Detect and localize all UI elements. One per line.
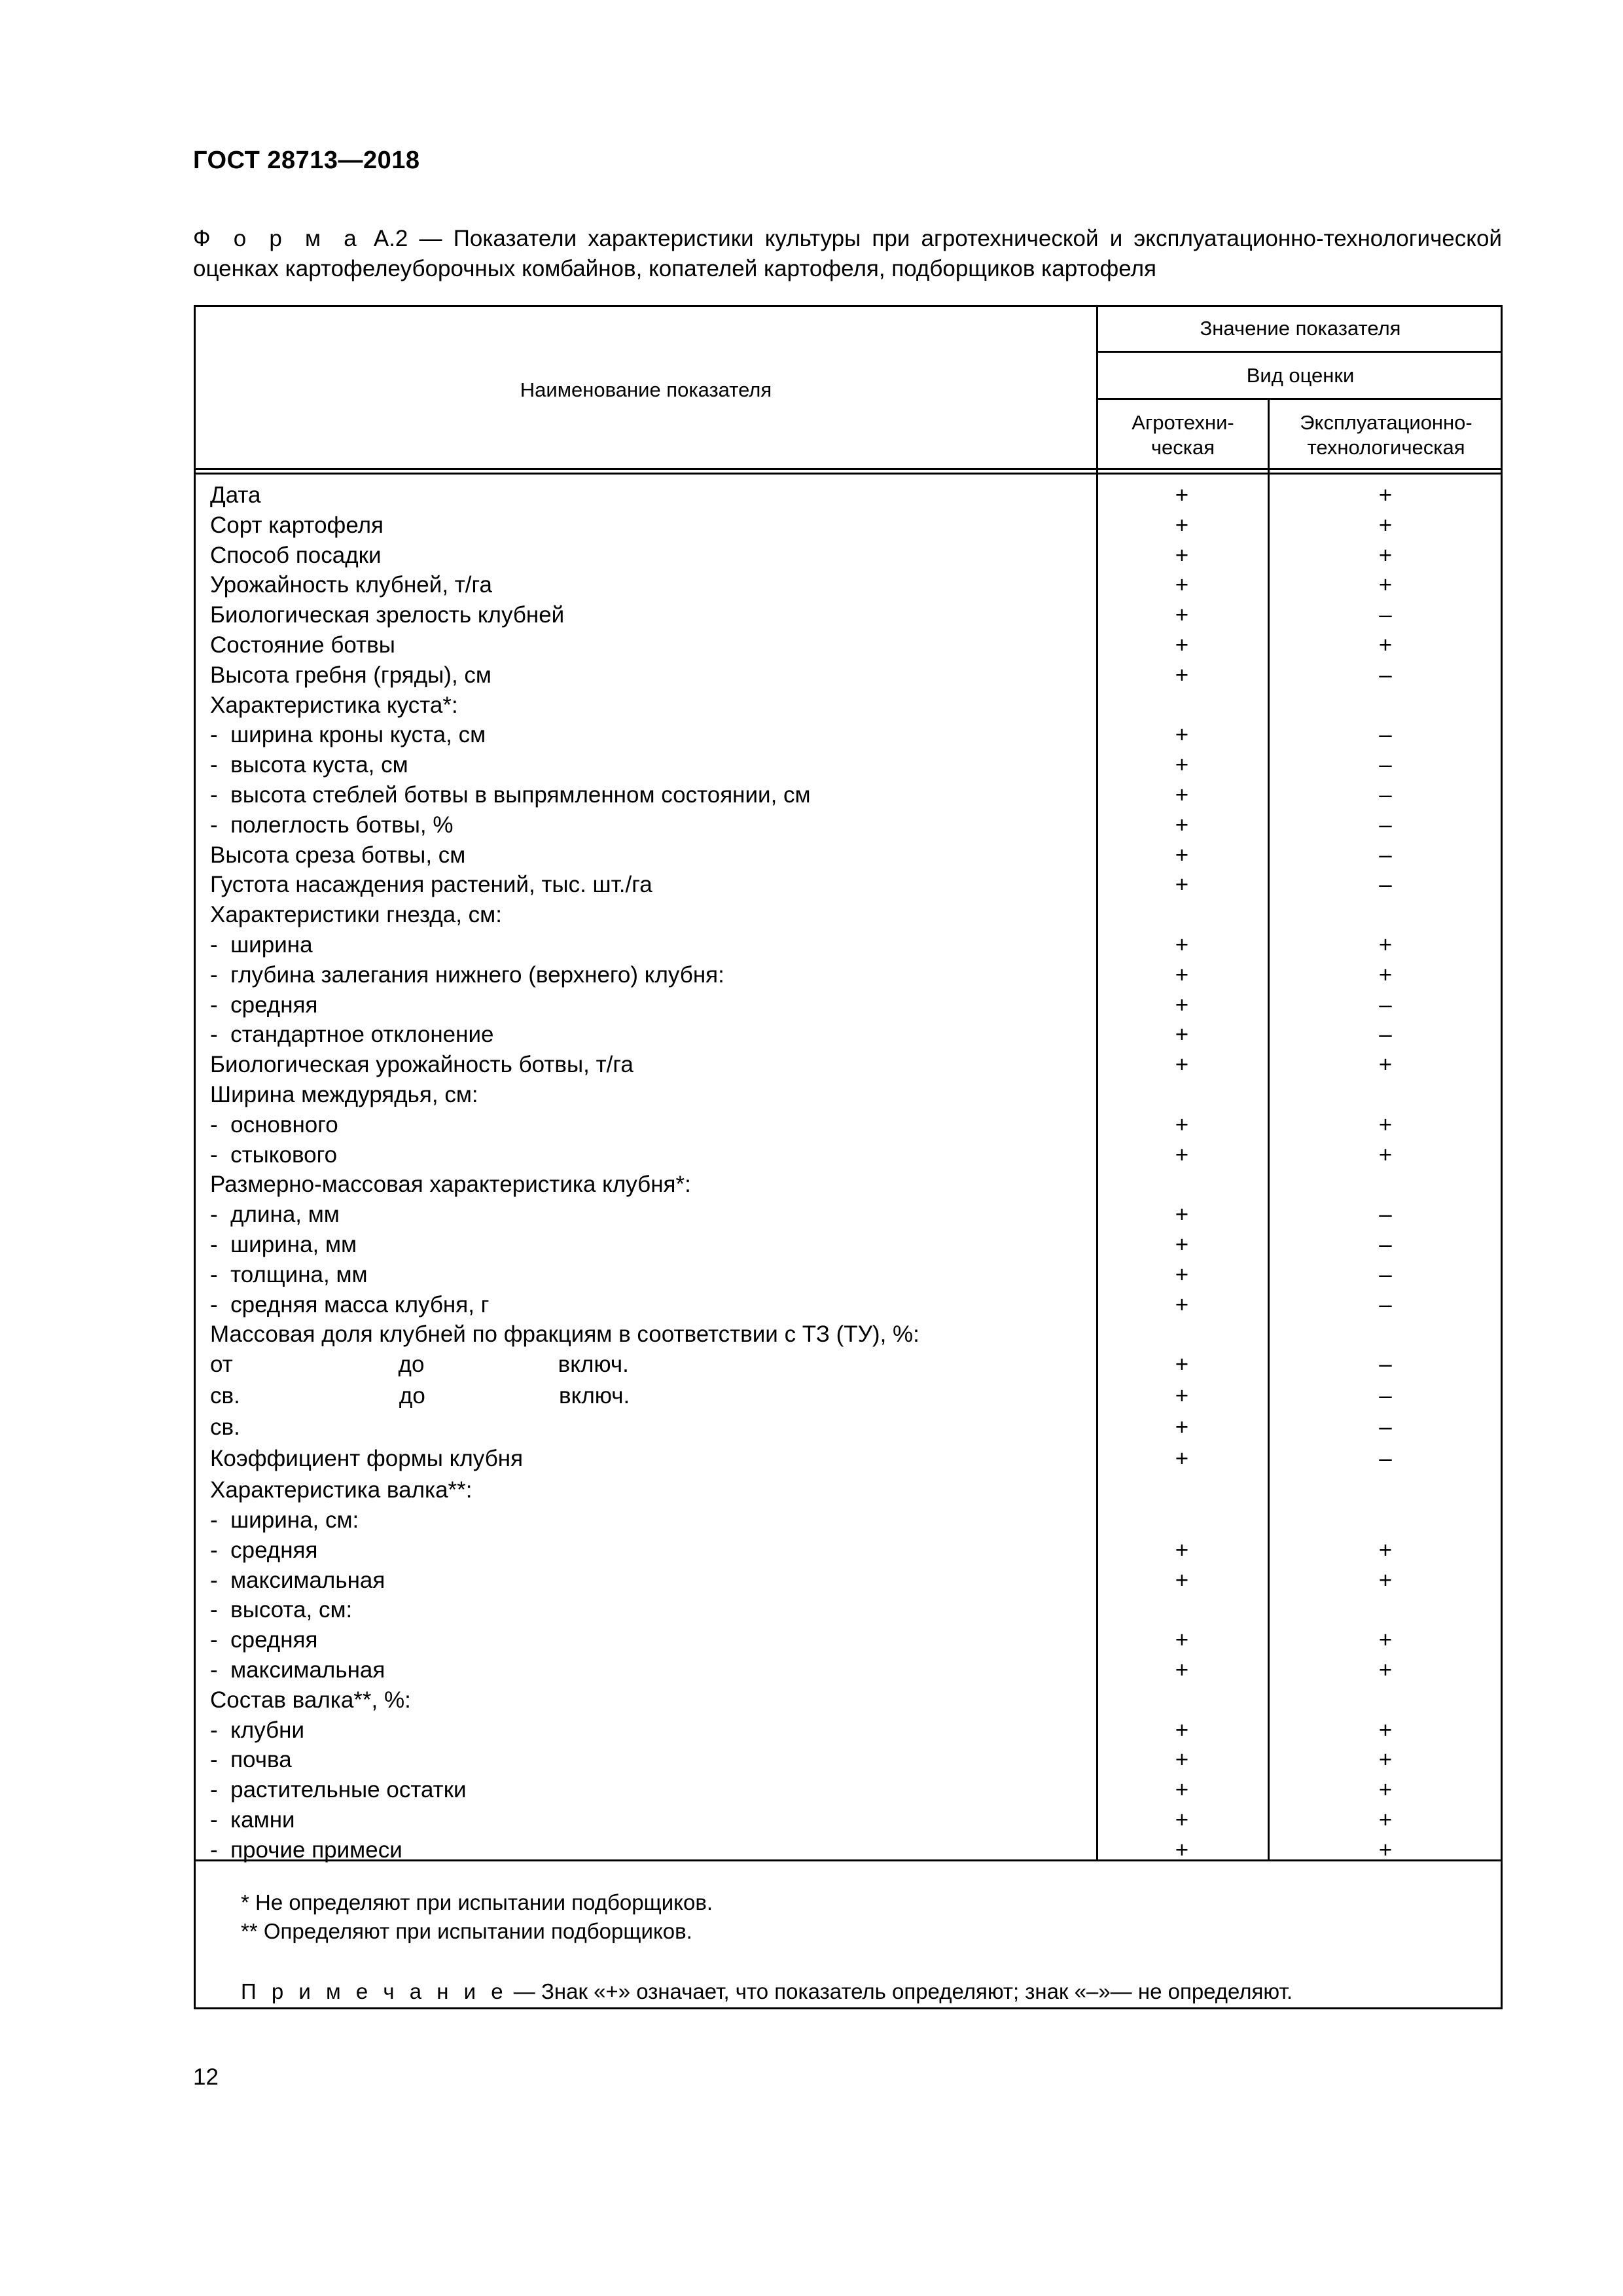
header-operational: Эксплуатационно- технологическая (1300, 411, 1472, 459)
table-row-label: Биологическая урожайность ботвы, т/га (210, 1052, 633, 1078)
header-agrotechnical: Агротехни- ческая (1132, 411, 1234, 459)
table-row-label: от до включ. (210, 1352, 629, 1378)
table-row-agro-mark: + (1175, 1537, 1189, 1563)
table-row-expl-mark: – (1379, 1232, 1392, 1257)
table-row-label: - ширина (210, 932, 313, 958)
table-row-expl-mark: + (1378, 1111, 1393, 1138)
table-row-label: - высота стеблей ботвы в выпрямленном состоянии, см (210, 782, 811, 808)
table-row-expl-mark: + (1378, 1567, 1393, 1593)
table-row-agro-mark: + (1175, 1383, 1189, 1409)
table-row-agro-mark: + (1175, 1747, 1189, 1773)
table-row-expl-mark: – (1379, 842, 1392, 868)
table-row-agro-mark: + (1175, 482, 1189, 508)
table-row-agro-mark: + (1175, 1022, 1189, 1048)
table-row-expl-mark: + (1378, 572, 1393, 598)
table-row-expl-mark: – (1379, 722, 1392, 748)
header-indicator-value: Значение показателя (1200, 317, 1401, 340)
table-row-label: Высота гребня (гряды), см (210, 662, 491, 688)
table-row-expl-mark: – (1379, 992, 1392, 1018)
table-row-label: - средняя (210, 1537, 318, 1563)
indicators-table (194, 305, 1503, 2009)
table-row-label: - камни (210, 1807, 295, 1833)
table-row-agro-mark: + (1175, 1291, 1189, 1318)
table-note (241, 1979, 1293, 2005)
table-row-expl-mark: + (1378, 1537, 1393, 1563)
table-row-label: св. до включ. (210, 1383, 630, 1409)
table-row-expl-mark: + (1378, 1657, 1393, 1683)
table-row-label: Характеристика валка**: (210, 1477, 473, 1503)
table-row-label: - средняя (210, 992, 318, 1018)
table-row-expl-mark: – (1379, 1291, 1392, 1318)
table-row-label: св. (210, 1414, 240, 1441)
table-row-expl-mark: – (1379, 1446, 1392, 1472)
table-row-label: Дата (210, 482, 261, 508)
table-row-expl-mark: + (1378, 1717, 1393, 1743)
table-row-agro-mark: + (1175, 1141, 1189, 1168)
table-row-expl-mark: + (1378, 1747, 1393, 1773)
header-bottom-rule-1 (196, 468, 1503, 470)
table-row-agro-mark: + (1175, 1352, 1189, 1378)
table-row-label: Высота среза ботвы, см (210, 842, 466, 868)
table-row-agro-mark: + (1175, 812, 1189, 838)
table-row-label: - полеглость ботвы, % (210, 812, 454, 838)
table-row-label: Урожайность клубней, т/га (210, 572, 492, 598)
table-row-expl-mark: – (1379, 1414, 1392, 1441)
table-row-agro-mark: + (1175, 542, 1189, 568)
table-row-agro-mark: + (1175, 1657, 1189, 1683)
table-row-agro-mark: + (1175, 572, 1189, 598)
table-row-agro-mark: + (1175, 722, 1189, 748)
table-row-agro-mark: + (1175, 1627, 1189, 1653)
table-row-agro-mark: + (1175, 1446, 1189, 1472)
table-row-label: Состояние ботвы (210, 632, 395, 658)
table-row-expl-mark: + (1378, 932, 1393, 958)
table-row-expl-mark: + (1378, 961, 1393, 988)
table-row-agro-mark: + (1175, 961, 1189, 988)
table-row-label: Биологическая зрелость клубней (210, 602, 565, 628)
table-row-label: - максимальная (210, 1567, 385, 1593)
header-rule-value (1096, 351, 1503, 353)
table-row-agro-mark: + (1175, 872, 1189, 898)
table-row-label: Сорт картофеля (210, 512, 384, 538)
header-rule-kind (1096, 398, 1503, 400)
table-row-label: - ширина кроны куста, см (210, 722, 486, 748)
table-row-agro-mark: + (1175, 602, 1189, 628)
table-row-agro-mark: + (1175, 1052, 1189, 1078)
table-row-agro-mark: + (1175, 1807, 1189, 1833)
table-row-label: Способ посадки (210, 542, 382, 568)
table-row-expl-mark: – (1379, 752, 1392, 778)
table-row-expl-mark: – (1379, 602, 1392, 628)
table-row-expl-mark: + (1378, 542, 1393, 568)
table-row-expl-mark: – (1379, 782, 1392, 808)
footnote-2: ** Определяют при испытании подборщиков. (241, 1919, 692, 1943)
table-row-agro-mark: + (1175, 1414, 1189, 1441)
table-row-agro-mark: + (1175, 1232, 1189, 1257)
table-row-label: - высота куста, см (210, 752, 408, 778)
table-row-expl-mark: – (1379, 1022, 1392, 1048)
table-row-expl-mark: + (1378, 1837, 1393, 1863)
table-row-agro-mark: + (1175, 662, 1189, 688)
note-label: П р и м е ч а н и е (241, 1979, 508, 2003)
form-caption-text: А.2 — Показатели характеристики культуры при агротехнической и эксплуатационно-технологической оценках картофелеуборочных комбайнов, копателей картофеля, подборщиков картофеля (193, 226, 1502, 281)
table-row-expl-mark: + (1378, 482, 1393, 508)
column-divider-kind (1268, 399, 1270, 1859)
table-row-label: Густота насаждения растений, тыс. шт./га (210, 872, 652, 898)
table-row-label: Размерно-массовая характеристика клубня*: (210, 1172, 691, 1198)
table-row-label: - почва (210, 1747, 292, 1773)
table-row-label: - средняя (210, 1627, 318, 1653)
table-row-label: Характеристика куста*: (210, 692, 458, 718)
table-row-label: Коэффициент формы клубня (210, 1446, 524, 1472)
table-row-expl-mark: + (1378, 1141, 1393, 1168)
form-caption (193, 224, 1502, 284)
table-row-agro-mark: + (1175, 632, 1189, 658)
table-row-label: - высота, см: (210, 1597, 353, 1623)
table-row-agro-mark: + (1175, 1717, 1189, 1743)
table-row-label: Массовая доля клубней по фракциям в соответствии с ТЗ (ТУ), %: (210, 1321, 919, 1348)
table-row-agro-mark: + (1175, 842, 1189, 868)
table-row-label: Состав валка**, %: (210, 1687, 411, 1713)
table-row-label: - длина, мм (210, 1202, 340, 1228)
table-row-expl-mark: + (1378, 1807, 1393, 1833)
table-row-label: - стыкового (210, 1141, 338, 1168)
table-row-label: - максимальная (210, 1657, 385, 1683)
table-row-agro-mark: + (1175, 1111, 1189, 1138)
table-row-agro-mark: + (1175, 752, 1189, 778)
table-row-expl-mark: + (1378, 1777, 1393, 1803)
table-row-label: - средняя масса клубня, г (210, 1291, 490, 1318)
table-row-label: - прочие примеси (210, 1837, 402, 1863)
document-standard-number: ГОСТ 28713—2018 (193, 147, 420, 174)
table-row-label: - толщина, мм (210, 1261, 368, 1287)
table-row-label: - клубни (210, 1717, 305, 1743)
table-row-label: - глубина залегания нижнего (верхнего) клубня: (210, 961, 724, 988)
table-row-expl-mark: + (1378, 1627, 1393, 1653)
table-row-agro-mark: + (1175, 1261, 1189, 1287)
table-row-agro-mark: + (1175, 782, 1189, 808)
table-row-expl-mark: – (1379, 812, 1392, 838)
form-label: Ф о р м а (193, 226, 363, 251)
table-row-label: - ширина, мм (210, 1232, 357, 1257)
table-row-expl-mark: – (1379, 1261, 1392, 1287)
header-bottom-rule-2 (196, 473, 1503, 475)
header-indicator-name: Наименование показателя (520, 378, 772, 401)
footnote-1: * Не определяют при испытании подборщиков. (241, 1890, 713, 1914)
table-row-expl-mark: – (1379, 1383, 1392, 1409)
table-row-agro-mark: + (1175, 1777, 1189, 1803)
table-row-expl-mark: – (1379, 1202, 1392, 1228)
column-divider-name (1096, 307, 1098, 1859)
table-row-agro-mark: + (1175, 512, 1189, 538)
table-row-expl-mark: + (1378, 632, 1393, 658)
table-row-label: - основного (210, 1111, 338, 1138)
header-assessment-kind: Вид оценки (1246, 364, 1355, 387)
table-row-expl-mark: + (1378, 1052, 1393, 1078)
table-row-label: - ширина, см: (210, 1507, 359, 1533)
table-row-agro-mark: + (1175, 992, 1189, 1018)
table-row-label: - растительные остатки (210, 1777, 467, 1803)
table-row-agro-mark: + (1175, 1837, 1189, 1863)
table-row-expl-mark: – (1379, 872, 1392, 898)
table-row-agro-mark: + (1175, 1202, 1189, 1228)
table-row-agro-mark: + (1175, 1567, 1189, 1593)
table-row-expl-mark: – (1379, 662, 1392, 688)
table-row-expl-mark: + (1378, 512, 1393, 538)
table-row-agro-mark: + (1175, 932, 1189, 958)
page-number: 12 (193, 2064, 219, 2090)
table-row-label: Характеристики гнезда, см: (210, 902, 502, 928)
note-text: — Знак «+» означает, что показатель определяют; знак «–»— не определяют. (507, 1979, 1293, 2003)
table-row-label: Ширина междурядья, см: (210, 1082, 478, 1107)
table-row-expl-mark: – (1379, 1352, 1392, 1378)
table-row-label: - стандартное отклонение (210, 1022, 494, 1048)
